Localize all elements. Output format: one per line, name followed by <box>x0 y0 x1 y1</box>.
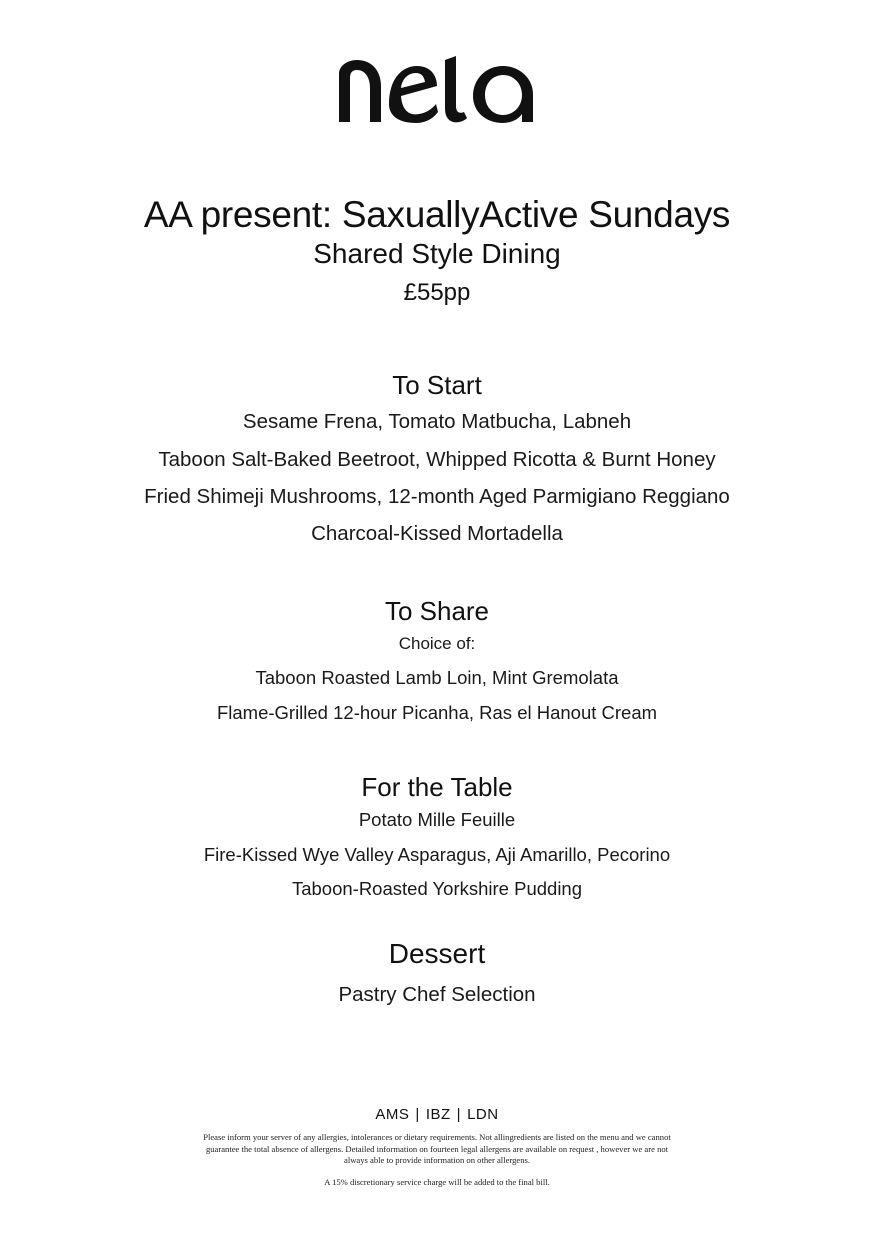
event-title: AA present: SaxuallyActive Sundays <box>143 194 731 235</box>
section-heading-to-start: To Start <box>392 370 482 400</box>
location-separator: | <box>415 1106 420 1123</box>
menu-item: Flame-Grilled 12-hour Picanha, Ras el Hanout Cream <box>216 702 658 723</box>
menu-item: Fire-Kissed Wye Valley Asparagus, Aji Amarillo, Pecorino <box>203 844 671 865</box>
menu-item: Taboon Roasted Lamb Loin, Mint Gremolata <box>255 667 619 688</box>
section-heading-to-share: To Share <box>384 596 490 626</box>
menu-item: Taboon Salt-Baked Beetroot, Whipped Ricotta & Burnt Honey <box>158 448 716 471</box>
dining-style: Shared Style Dining <box>313 238 561 269</box>
menu-item: Sesame Frena, Tomato Matbucha, Labneh <box>242 410 632 433</box>
menu-item: Charcoal-Kissed Mortadella <box>311 522 563 545</box>
location-ibz: IBZ <box>425 1106 451 1123</box>
location-ams: AMS <box>375 1106 410 1123</box>
menu-item: Fried Shimeji Mushrooms, 12-month Aged Parmigiano Reggiano <box>144 485 730 508</box>
choice-note: Choice of: <box>398 634 476 653</box>
nela-logo <box>337 52 537 124</box>
section-heading-dessert: Dessert <box>388 938 486 969</box>
section-heading-for-the-table: For the Table <box>361 772 513 802</box>
menu-item: Potato Mille Feuille <box>358 809 516 830</box>
location-ldn: LDN <box>467 1106 499 1123</box>
allergy-notice-line: guarantee the total absence of allergens. Detailed information on fourteen legal allergens are available on request , however we are not <box>205 1144 669 1154</box>
price-per-person: £55pp <box>403 279 471 306</box>
allergy-notice-line: always able to provide information on other allergens. <box>344 1155 530 1165</box>
locations <box>0 1106 874 1123</box>
allergy-notice-line: Please inform your server of any allergies, intolerances or dietary requirements. Not allingredients are listed on the menu and we cannot <box>203 1132 671 1142</box>
menu-item: Pastry Chef Selection <box>338 983 536 1006</box>
location-separator: | <box>456 1106 462 1123</box>
menu-item: Taboon-Roasted Yorkshire Pudding <box>291 878 583 899</box>
service-charge-notice: A 15% discretionary service charge will be added to the final bill. <box>324 1177 550 1187</box>
